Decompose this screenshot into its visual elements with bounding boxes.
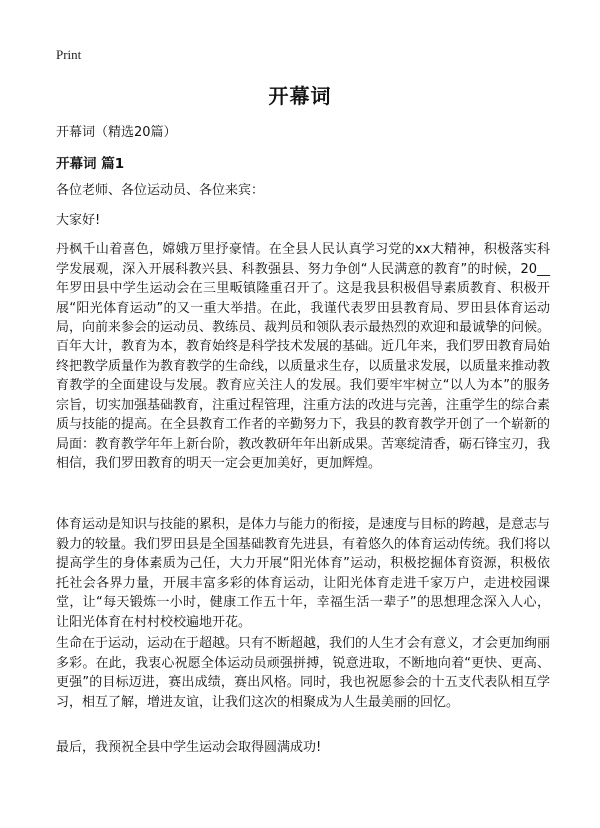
- body-paragraph: 生命在于运动，运动在于超越。只有不断超越，我们的人生才会有意义，才会更加绚丽多彩。在此，我衷心祝愿全体运动员顽强拼搏，锐意进取，不断地向着“更快、更高、更强”的目标迈进，赛出成绩，赛出风格。同时，我也祝愿参会的十五支代表队相互学习，相互了解，增进友谊，让我们这次的相聚成为人生最美丽的回忆。: [56, 636, 551, 710]
- print-link[interactable]: Print: [56, 47, 82, 62]
- closing-paragraph: 最后，我预祝全县中学生运动会取得圆满成功!: [56, 740, 322, 755]
- body-paragraph: 丹枫千山着喜色，嫦娥万里抒豪情。在全县人民认真学习党的xx大精神，积极落实科学发展观，深入开展科教兴县、科教强县、努力争创“人民满意的教育”的时候，20__年罗田县中学生运动会在三里畈镇隆重召开了。这是我县积极倡导素质教育、积极开展“阳光体育运动”的又一重大举措。在此，我谨代表罗田县教育局、罗田县体育运动局，向前来参会的运动员、教练员、裁判员和领队表示最热烈的欢迎和最诚挚的问候。: [56, 242, 551, 335]
- body-paragraph: 百年大计，教育为本，教育始终是科学技术发展的基础。近几年来，我们罗田教育局始终把教学质量作为教育教学的生命线，以质量求生存，以质量求发展，以质量来推动教育教学的全面建设与发展。教育应关注人的发展。我们要牢牢树立“以人为本”的服务宗旨，切实加强基础教育，注重过程管理，注重方法的改进与完善，注重学生的综合素质与技能的提高。在全县教育工作者的辛勤努力下，我县的教育教学开创了一个崭新的局面：教育教学年年上新台阶，教改教研年年出新成果。苦寒绽清香，砺石锋宝刃，我相信，我们罗田教育的明天一定会更加美好，更加辉煌。: [56, 339, 551, 471]
- hello-line: 大家好!: [56, 213, 101, 228]
- section-heading: 开幕词 篇1: [56, 156, 125, 172]
- page-title: 开幕词: [268, 84, 332, 108]
- document-subtitle: 开幕词（精选20篇）: [56, 125, 177, 140]
- greeting-line: 各位老师、各位运动员、各位来宾：: [56, 183, 265, 198]
- body-paragraph: 体育运动是知识与技能的累积，是体力与能力的衔接，是速度与目标的跨越，是意志与毅力的较量。我们罗田县是全国基础教育先进县，有着悠久的体育运动传统。我们将以提高学生的身体素质为己任，大力开展“阳光体育”运动，积极挖掘体育资源，积极依托社会各界力量，开展丰富多彩的体育运动，让阳光体育走进千家万户，走进校园课堂，让“每天锻炼一小时，健康工作五十年，幸福生活一辈子”的思想理念深入人心，让阳光体育在村村校校遍地开花。: [56, 517, 551, 630]
